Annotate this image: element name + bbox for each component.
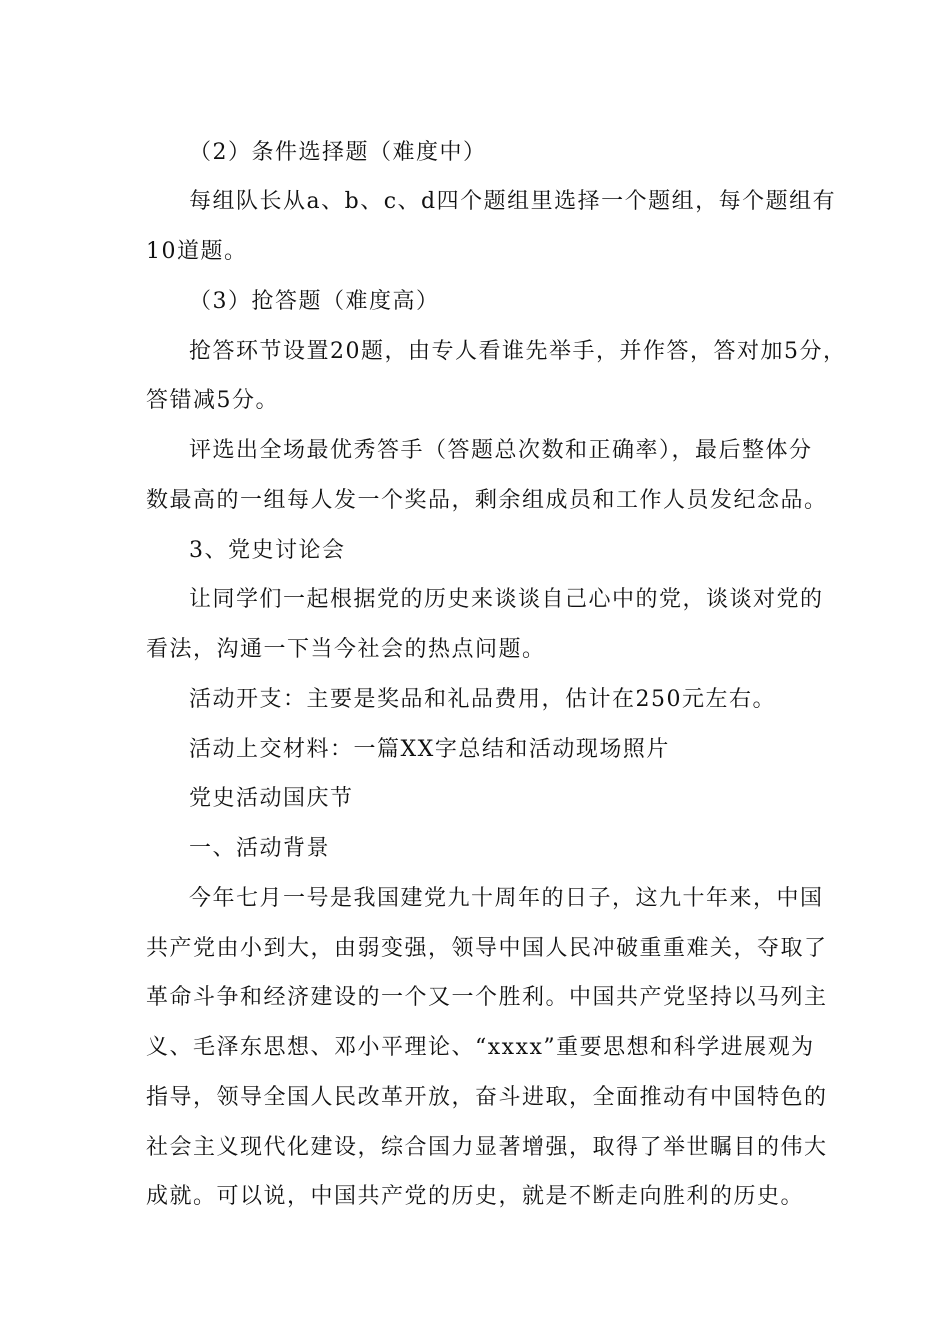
paragraph-line: 答错减5分。 (146, 388, 279, 413)
subheading-quick-answer: （3）抢答题（难度高） (189, 289, 440, 314)
paragraph-line: 抢答环节设置20题，由专人看谁先举手，并作答，答对加5分， (189, 339, 847, 364)
subheading-discussion: 3、党史讨论会 (189, 538, 346, 563)
paragraph-line: 让同学们一起根据党的历史来谈谈自己心中的党，谈谈对党的 (189, 587, 824, 612)
paragraph-line: 革命斗争和经济建设的一个又一个胜利。中国共产党坚持以马列主 (146, 985, 828, 1010)
paragraph-line: 社会主义现代化建设，综合国力显著增强，取得了举世瞩目的伟大 (146, 1135, 828, 1160)
paragraph-line: 义、毛泽东思想、邓小平理论、“xxxx”重要思想和科学进展观为 (146, 1035, 815, 1060)
paragraph-line: 活动开支：主要是奖品和礼品费用，估计在250元左右。 (189, 687, 776, 712)
paragraph-line: 看法，沟通一下当今社会的热点问题。 (146, 637, 546, 662)
paragraph-line: 10道题。 (146, 239, 248, 264)
section-title: 党史活动国庆节 (189, 786, 354, 811)
paragraph-line: 评选出全场最优秀答手（答题总次数和正确率），最后整体分 (189, 438, 813, 463)
paragraph-line: 今年七月一号是我国建党九十周年的日子，这九十年来，中国 (189, 886, 824, 911)
paragraph-line: 共产党由小到大，由弱变强，领导中国人民冲破重重难关，夺取了 (146, 936, 828, 961)
paragraph-line: 每组队长从a、b、c、d四个题组里选择一个题组，每个题组有 (189, 189, 837, 214)
paragraph-line: 成就。可以说，中国共产党的历史，就是不断走向胜利的历史。 (146, 1184, 805, 1209)
section-heading-background: 一、活动背景 (189, 836, 331, 861)
paragraph-line: 数最高的一组每人发一个奖品，剩余组成员和工作人员发纪念品。 (146, 488, 828, 513)
paragraph-line: 指导，领导全国人民改革开放，奋斗进取，全面推动有中国特色的 (146, 1085, 828, 1110)
subheading-conditional-choice: （2）条件选择题（难度中） (189, 140, 487, 165)
paragraph-line: 活动上交材料：一篇XX字总结和活动现场照片 (189, 737, 670, 762)
